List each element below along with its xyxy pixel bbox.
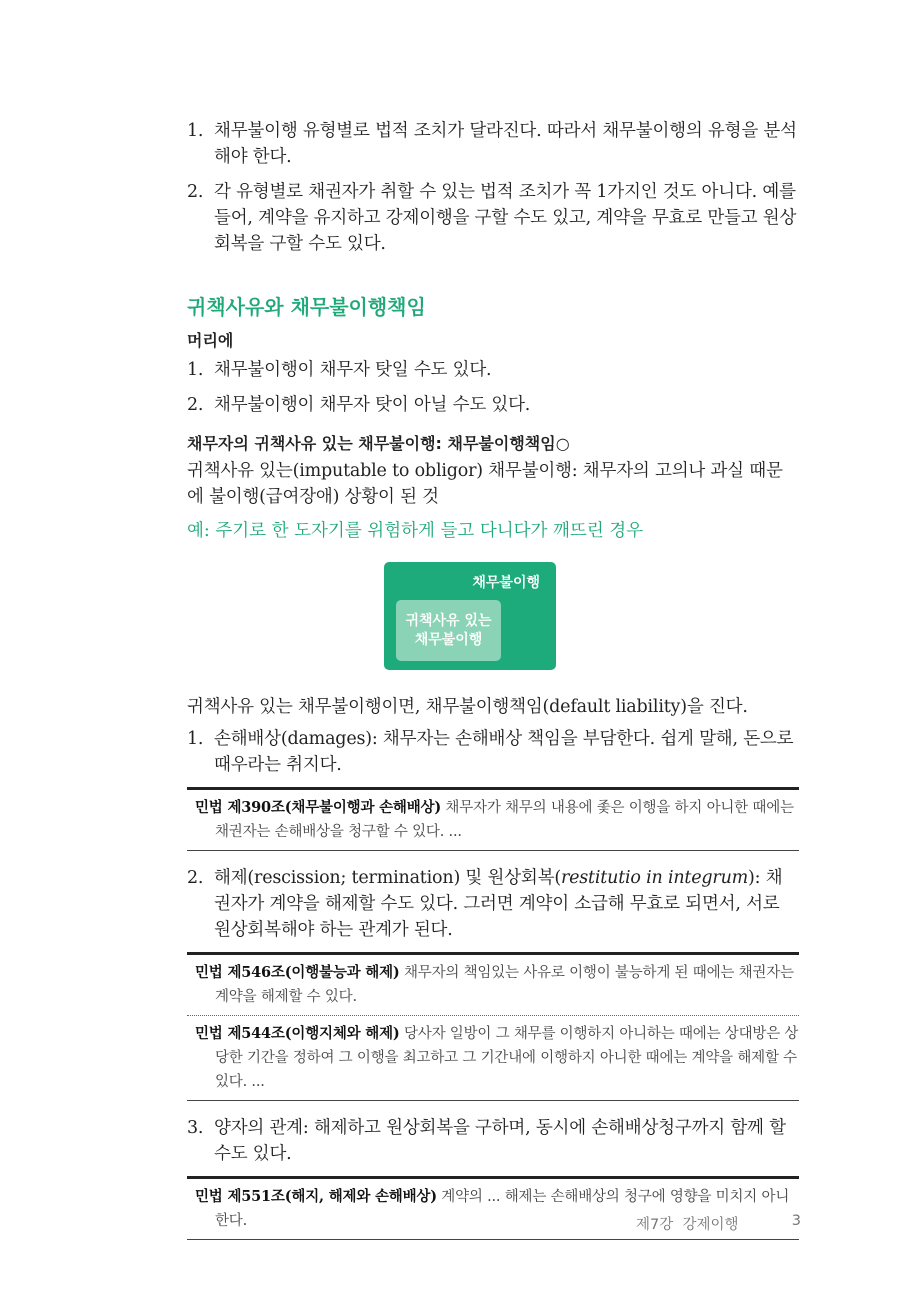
law-text: 당사자 일방이 그 채무를 이행하지 아니하는 때에는 상대방은 상당한 기간을 정하여 그 이행을 최고하고 그 기간내에 이행하지 아니한 때에는 계약을 해제할 수 있다. ... xyxy=(215,1026,799,1090)
diagram-outer-label: 채무불이행 xyxy=(472,575,540,591)
list-item xyxy=(187,1115,799,1167)
list-text: 채무불이행 유형별로 법적 조치가 달라진다. 따라서 채무불이행의 유형을 분석해야 한다. xyxy=(214,121,797,167)
definition-paragraph: 귀책사유 있는(imputable to obligor) 채무불이행: 채무자의 고의나 과실 때문에 불이행(급여장애) 상황이 된 것 xyxy=(187,461,783,507)
list-item xyxy=(187,357,799,383)
remedy-list-3 xyxy=(187,1115,799,1167)
list-text: 채무불이행이 채무자 탓이 아닐 수도 있다. xyxy=(214,395,531,415)
list-number: 2. xyxy=(187,182,204,202)
list-number: 3. xyxy=(187,1118,204,1138)
chapter-title: 제7강 강제이행 xyxy=(636,1217,739,1233)
diagram-inner-line2: 채무불이행 xyxy=(414,632,483,648)
law-name: 민법 제551조(해지, 해제와 손해배상) xyxy=(195,1188,437,1205)
list-item xyxy=(187,726,799,778)
liability-paragraph: 귀책사유 있는 채무불이행이면, 채무불이행책임(default liability)을 진다. xyxy=(187,697,748,717)
list-number: 1. xyxy=(187,360,204,380)
dotted-divider xyxy=(187,1015,799,1016)
sub-heading: 채무자의 귀책사유 있는 채무불이행: 채무불이행책임○ xyxy=(187,434,570,453)
law-article xyxy=(187,796,799,844)
intro-items xyxy=(187,357,799,418)
list-item xyxy=(187,392,799,418)
law-name: 민법 제544조(이행지체와 해제) xyxy=(195,1025,400,1042)
list-number: 1. xyxy=(187,121,204,141)
list-text: 채무불이행이 채무자 탓일 수도 있다. xyxy=(214,360,492,380)
diagram-inner-line1: 귀책사유 있는 xyxy=(405,613,492,629)
list-number: 2. xyxy=(187,395,204,415)
list-item xyxy=(187,865,799,943)
remedy-list-2 xyxy=(187,865,799,943)
law-text: 채무자의 책임있는 사유로 이행이 불능하게 된 때에는 채권자는 계약을 해제할 수 있다. xyxy=(215,965,794,1005)
law-text: 계약의 ... 해제는 손해배상의 청구에 영향을 미치지 아니한다. xyxy=(215,1189,790,1229)
example-text: 예: 주기로 한 도자기를 위험하게 들고 다니다가 깨뜨린 경우 xyxy=(187,521,644,541)
list-text: 해제(rescission; termination) 및 원상회복( xyxy=(214,868,561,888)
remedy-list-1 xyxy=(187,726,799,778)
list-text: 손해배상(damages): 채무자는 손해배상 책임을 부담한다. 쉽게 말해, 돈으로 때우라는 취지다. xyxy=(214,729,794,775)
law-name: 민법 제546조(이행불능과 해제) xyxy=(195,964,400,981)
law-box-546-544 xyxy=(187,952,799,1101)
venn-diagram xyxy=(384,562,556,670)
law-article xyxy=(187,1022,799,1094)
page-footer xyxy=(636,1213,801,1234)
page-number: 3 xyxy=(791,1213,801,1229)
law-article xyxy=(187,961,799,1009)
intro-list xyxy=(187,118,799,257)
intro-heading: 머리에 xyxy=(187,331,234,350)
list-text: 양자의 관계: 해제하고 원상회복을 구하며, 동시에 손해배상청구까지 함께 할 수도 있다. xyxy=(214,1118,786,1164)
law-name: 민법 제390조(채무불이행과 손해배상) xyxy=(195,799,441,816)
list-text: ): 채권자가 계약을 해제할 수도 있다. 그러면 계약이 소급해 무효로 되면서, 서로 원상회복해야 하는 관계가 된다. xyxy=(214,868,783,940)
list-number: 2. xyxy=(187,868,204,888)
list-text: 각 유형별로 채권자가 취할 수 있는 법적 조치가 꼭 1가지인 것도 아니다. 예를 들어, 계약을 유지하고 강제이행을 구할 수도 있고, 계약을 무효로 만들고 원상회복을 구할 수도 있다. xyxy=(214,182,797,254)
latin-term: restitutio in integrum xyxy=(560,868,749,888)
diagram-inner-box xyxy=(396,600,501,661)
list-number: 1. xyxy=(187,729,204,749)
section-title: 귀책사유와 채무불이행책임 xyxy=(187,295,426,319)
law-text: 채무자가 채무의 내용에 좇은 이행을 하지 아니한 때에는 채권자는 손해배상을 청구할 수 있다. ... xyxy=(215,800,794,840)
page-content xyxy=(187,118,799,1254)
list-item xyxy=(187,118,799,170)
list-item xyxy=(187,179,799,257)
law-box-390 xyxy=(187,787,799,851)
